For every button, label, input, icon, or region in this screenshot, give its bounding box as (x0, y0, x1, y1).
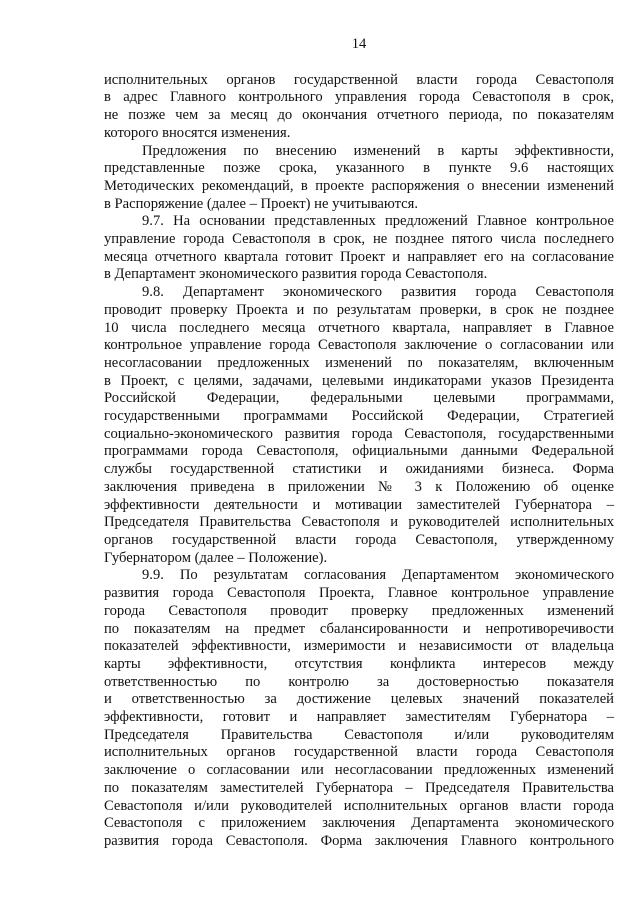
paragraph-4-line: государственными программами Российской Федерации, Стратегией (104, 408, 614, 425)
paragraph-5-line: карты эффективности, отсутствия конфликта интересов между (104, 655, 614, 672)
paragraph-4-line: несогласовании предложенных изменений по показателям, включенным (104, 354, 614, 371)
paragraph-5-line: развития города Севастополя Проекта, Главное контрольное управление (104, 585, 614, 602)
paragraph-1-line: не позже чем за месяц до окончания отчетного периода, по показателям (104, 107, 614, 124)
paragraph-4-line: в Проект, с целями, задачами, целевыми индикаторами указов Президента (104, 372, 614, 389)
paragraph-3-line: 9.7. На основании представленных предложений Главное контрольное (142, 213, 614, 230)
paragraph-5-line: развития города Севастополя. Форма заключения Главного контрольного (104, 832, 614, 849)
paragraph-4-line: 10 числа последнего месяца отчетного квартала, направляет в Главное (104, 319, 614, 336)
paragraph-4-line: контрольное управление города Севастополя заключение о согласовании или (104, 337, 614, 354)
paragraph-4-line: проводит проверку Проекта и по результатам проверки, в срок не позднее (104, 301, 614, 318)
paragraph-2-line: Предложения по внесению изменений в карты эффективности, (142, 142, 614, 159)
paragraph-4-line: программами города Севастополя, официальными данными Федеральной (104, 443, 614, 460)
paragraph-5-line: показателей эффективности, измеримости и независимости от владельца (104, 638, 614, 655)
paragraph-5-line: по показателям на предмет сбалансированности и непротиворечивости (104, 620, 614, 637)
paragraph-4-line: Председателя Правительства Севастополя и руководителей исполнительных (104, 514, 614, 531)
page-number: 14 (351, 36, 367, 52)
paragraph-4-line: эффективности деятельности и мотивации заместителей Губернатора – (104, 496, 614, 513)
paragraph-5-line: Севастополя с приложением заключения Департамента экономического (104, 815, 614, 832)
paragraph-5-line: заключение о согласовании или несогласовании предложенных изменений (104, 762, 614, 779)
paragraph-5-line: исполнительных органов государственной власти города Севастополя (104, 744, 614, 761)
paragraph-4-line: социально-экономического развития города Севастополя, государственными (104, 425, 614, 442)
paragraph-2-line: в Распоряжение (далее – Проект) не учитываются. (104, 195, 418, 212)
document-body (104, 72, 614, 851)
paragraph-5-line: по показателям заместителей Губернатора – Председателя Правительства (104, 779, 614, 796)
paragraph-5-line: и ответственностью за достижение целевых значений показателей (104, 691, 614, 708)
paragraph-1-line: исполнительных органов государственной власти города Севастополя (104, 71, 614, 88)
paragraph-3-line: месяца отчетного квартала готовит Проект и направляет его на согласование (104, 248, 614, 265)
paragraph-5-line: 9.9. По результатам согласования Департаментом экономического (142, 567, 614, 584)
paragraph-4-line: Российской Федерации, федеральными целевыми программами, (104, 390, 614, 407)
paragraph-1-line: которого вносятся изменения. (104, 124, 291, 141)
paragraph-4-line: 9.8. Департамент экономического развития города Севастополя (142, 284, 614, 301)
paragraph-4-line: органов государственной власти города Севастополя, утвержденному (104, 531, 614, 548)
paragraph-4-line: заключения приведена в приложении № 3 к Положению об оценке (104, 478, 614, 495)
paragraph-3-line: в Департамент экономического развития города Севастополя. (104, 266, 488, 283)
paragraph-5-line: эффективности, готовит и направляет заместителям Губернатора – (104, 709, 614, 726)
paragraph-4-line: Губернатором (далее – Положение). (104, 549, 328, 566)
paragraph-2-line: представленные позже срока, указанного в пункте 9.6 настоящих (104, 160, 614, 177)
paragraph-5-line: ответственностью по контролю за достоверностью показателя (104, 673, 614, 690)
paragraph-5-line: города Севастополя проводит проверку предложенных изменений (104, 602, 614, 619)
paragraph-4-line: службы государственной статистики и ожиданиями бизнеса. Форма (104, 461, 614, 478)
paragraph-5-line: Председателя Правительства Севастополя и/или руководителям (104, 726, 614, 743)
paragraph-3-line: управление города Севастополя в срок, не позднее пятого числа последнего (104, 231, 614, 248)
paragraph-2-line: Методических рекомендаций, в проекте распоряжения о внесении изменений (104, 177, 614, 194)
paragraph-1-line: в адрес Главного контрольного управления города Севастополя в срок, (104, 89, 614, 106)
paragraph-5-line: Севастополя и/или руководителей исполнительных органов власти города (104, 797, 614, 814)
